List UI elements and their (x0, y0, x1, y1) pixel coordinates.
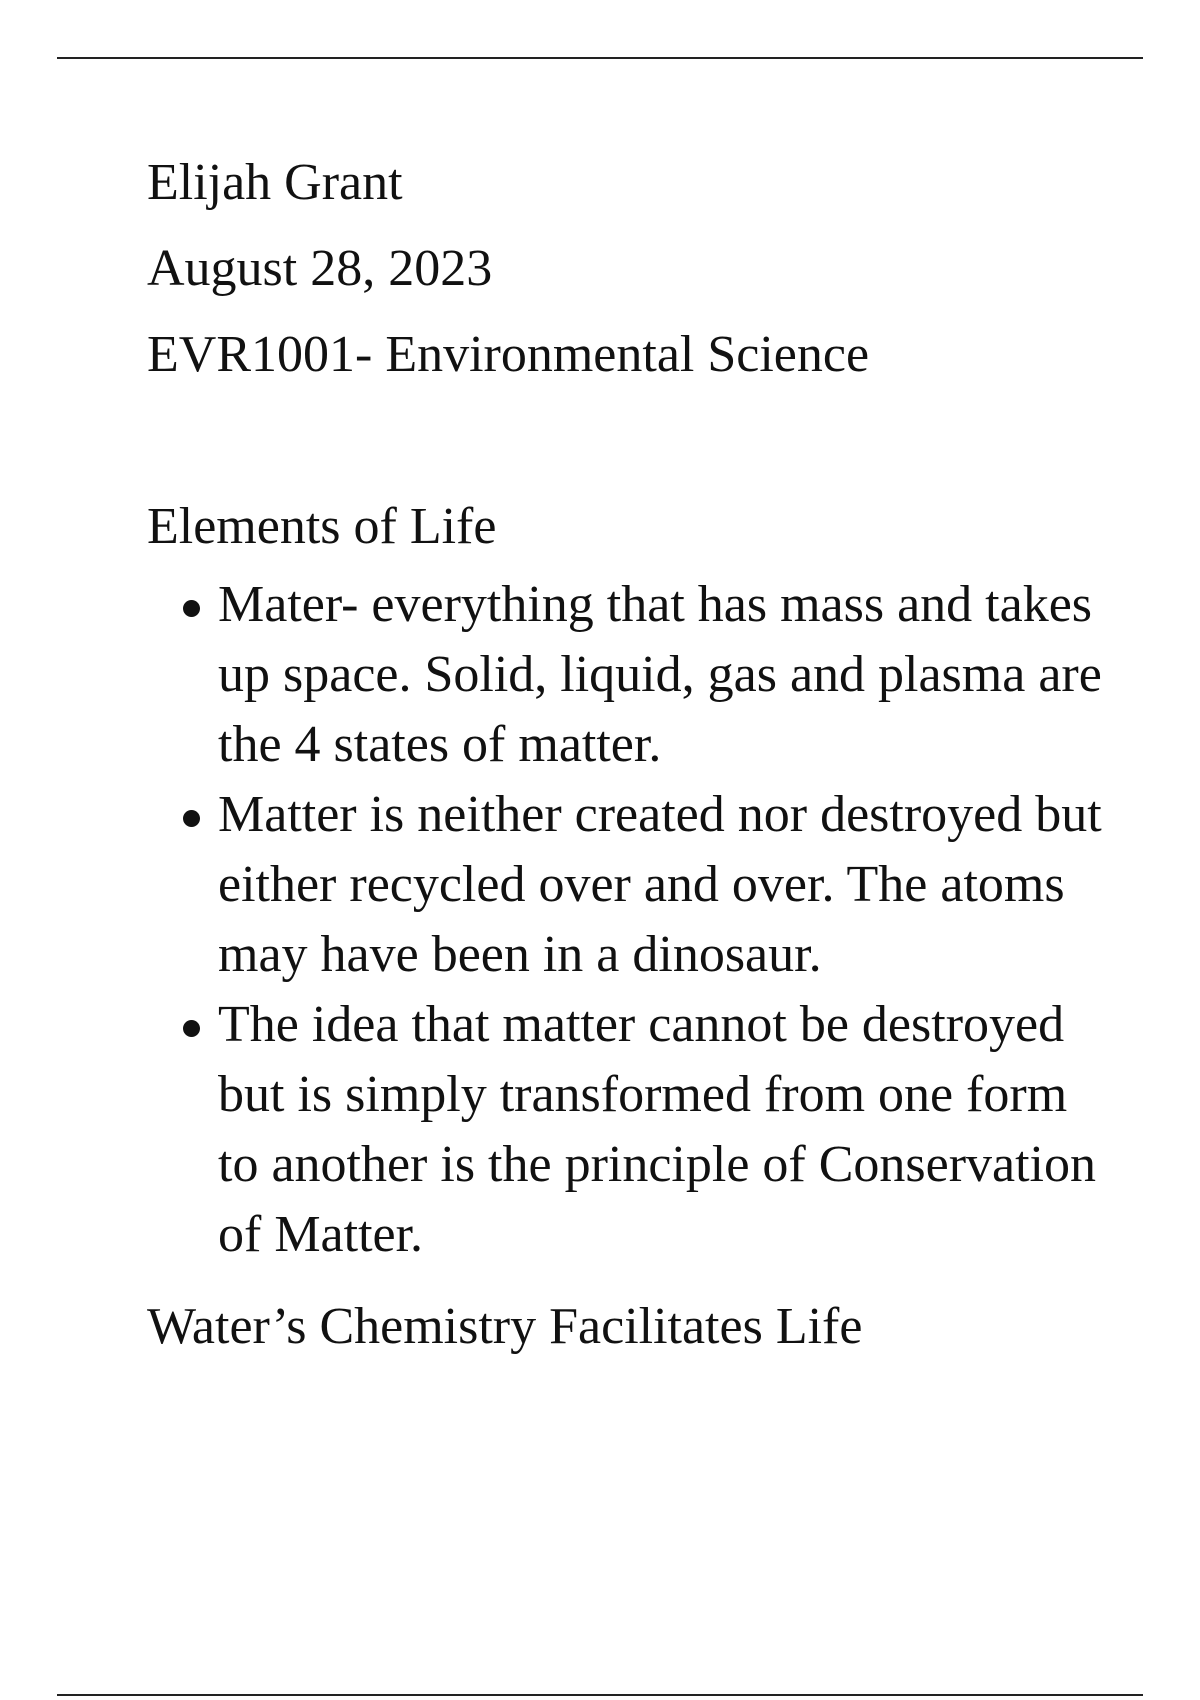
bullet-dot-icon (183, 600, 200, 617)
document-date: August 28, 2023 (147, 240, 493, 297)
top-divider (57, 57, 1143, 59)
spacer (147, 398, 1107, 484)
section-heading-elements-of-life: Elements of Life (147, 498, 497, 555)
course-title: EVR1001- Environmental Science (147, 326, 870, 383)
student-name: Elijah Grant (147, 154, 403, 211)
bullet-text: Mater- everything that has mass and takes up space. Solid, liquid, gas and plasma are the 4 states of matter. (218, 576, 1102, 773)
list-item (147, 780, 1107, 990)
list-item (147, 990, 1107, 1270)
bullet-text: The idea that matter cannot be destroyed but is simply transformed from one form to another is the principle of Conservation of Matter. (218, 996, 1097, 1263)
bullet-dot-icon (183, 1020, 200, 1037)
bullet-text: Matter is neither created nor destroyed but either recycled over and over. The atoms may have been in a dinosaur. (218, 786, 1102, 983)
document-body (147, 140, 1107, 1370)
bottom-divider (57, 1694, 1143, 1696)
section-heading-water-chemistry: Water’s Chemistry Facilitates Life (147, 1298, 863, 1355)
bullet-list (147, 570, 1107, 1270)
bullet-dot-icon (183, 810, 200, 827)
list-item (147, 570, 1107, 780)
